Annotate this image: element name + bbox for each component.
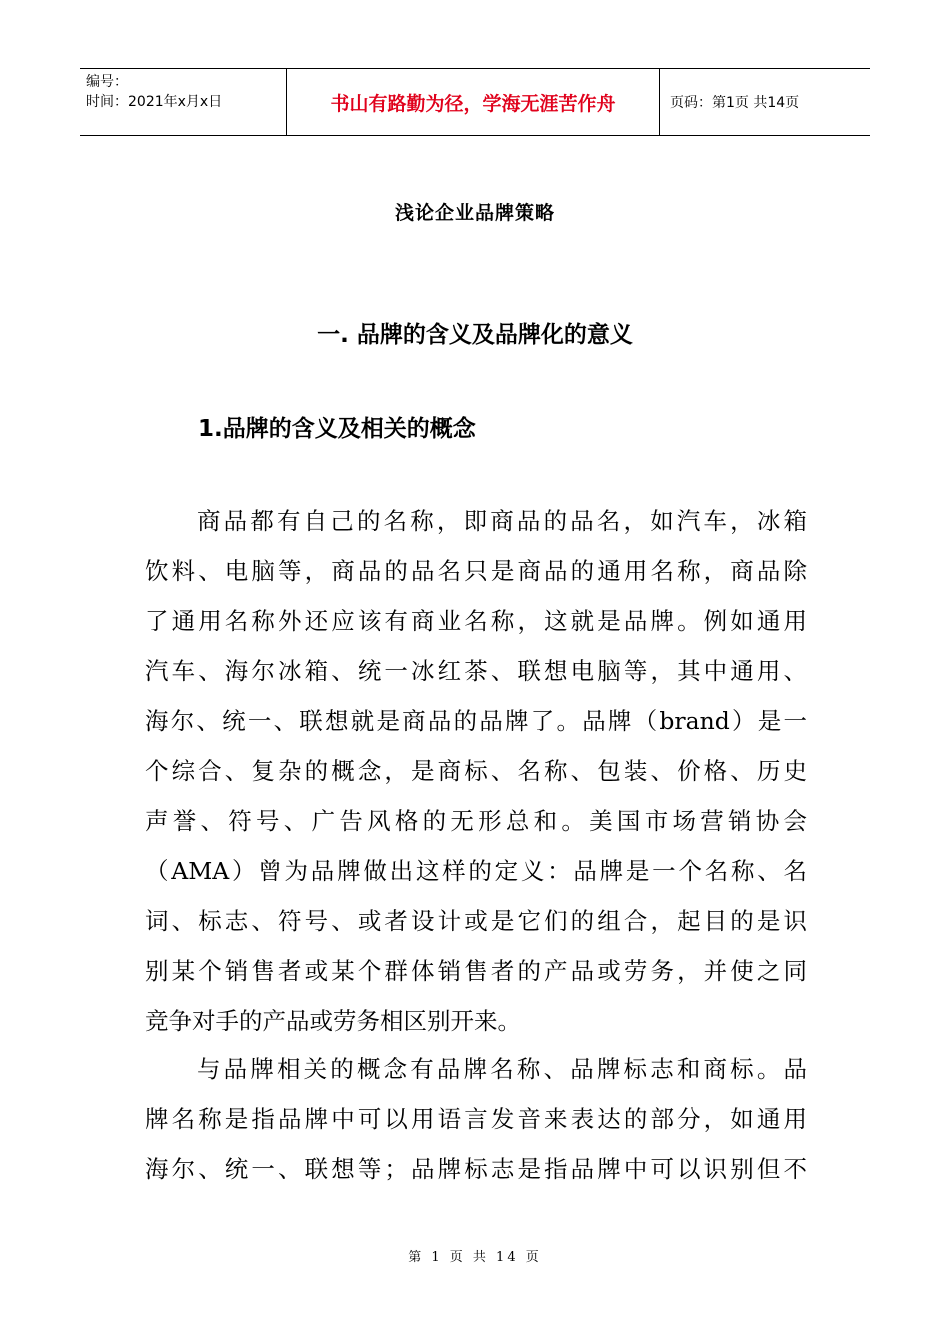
document-header (80, 68, 870, 136)
paragraph-line: 牌名称是指品牌中可以用语言发音来表达的部分，如通用 (145, 1105, 807, 1133)
time-label: 时间：2021年x月x日 (86, 94, 223, 110)
paragraph-line: 海尔、统一、联想等；品牌标志是指品牌中可以识别但不 (145, 1155, 807, 1183)
number-label: 编号： (86, 74, 128, 90)
paragraph-line: 与品牌相关的概念有品牌名称、品牌标志和商标。品 (197, 1055, 807, 1083)
paragraph-line: 汽车、海尔冰箱、统一冰红茶、联想电脑等，其中通用、 (145, 657, 807, 685)
page-footer: 第 1 页 共 14 页 (408, 1250, 542, 1265)
paragraph-line: 商品都有自己的名称，即商品的品名，如汽车，冰箱 (197, 507, 807, 535)
section-heading: 一. 品牌的含义及品牌化的意义 (317, 322, 633, 348)
paragraph-2 (145, 1044, 807, 1194)
paragraph-line: 别某个销售者或某个群体销售者的产品或劳务，并使之同 (145, 957, 807, 985)
header-meta-cell (80, 69, 287, 136)
motto: 书山有路勤为径，学海无涯苦作舟 (287, 69, 660, 136)
document-title: 浅论企业品牌策略 (394, 202, 555, 224)
sub-heading: 1.品牌的含义及相关的概念 (198, 416, 476, 442)
paragraph-line: 声誉、符号、广告风格的无形总和。美国市场营销协会 (145, 807, 807, 835)
paragraph-line: 词、标志、符号、或者设计或是它们的组合，起目的是识 (145, 907, 807, 935)
paragraph-line: 个综合、复杂的概念，是商标、名称、包装、价格、历史 (145, 757, 807, 785)
paragraph-1 (145, 496, 807, 1046)
paragraph-line: （AMA）曾为品牌做出这样的定义：品牌是一个名称、名 (145, 857, 807, 885)
paragraph-line: 饮料、电脑等，商品的品名只是商品的通用名称，商品除 (145, 557, 807, 585)
page-info: 页码：第1页 共14页 (660, 69, 871, 136)
paragraph-line: 海尔、统一、联想就是商品的品牌了。品牌（brand）是一 (145, 707, 807, 735)
paragraph-line: 竞争对手的产品或劳务相区别开来。 (145, 1007, 521, 1035)
paragraph-line: 了通用名称外还应该有商业名称，这就是品牌。例如通用 (145, 607, 807, 635)
